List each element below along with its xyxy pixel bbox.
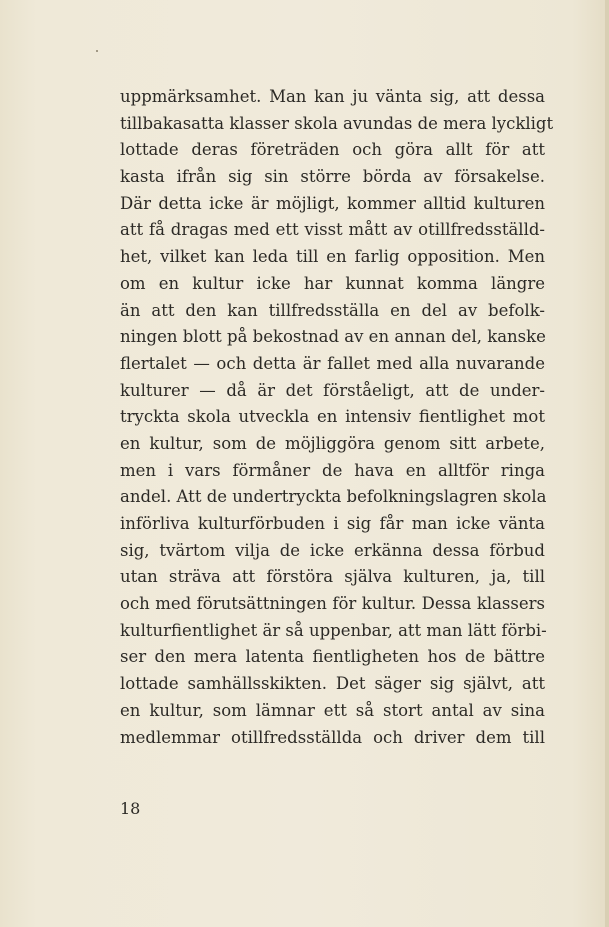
page-edge — [605, 0, 609, 927]
body-text — [120, 84, 554, 751]
text-line: om en kultur icke har kunnat komma längre — [120, 273, 545, 293]
text-line: och med förutsättningen för kultur. Dessa klassers — [120, 594, 545, 614]
text-line: Där detta icke är möjligt, kommer alltid kulturen — [120, 193, 545, 213]
text-line: att få dragas med ett visst mått av otillfredsställd- — [120, 220, 545, 240]
text-line: sig, tvärtom vilja de icke erkänna dessa förbud — [120, 540, 545, 560]
text-line: införliva kulturförbuden i sig får man icke vänta — [120, 514, 545, 533]
text-line: lottade deras företräden och göra allt för att — [120, 140, 545, 160]
text-line: utan sträva att förstöra själva kulturen, ja, till — [120, 567, 545, 587]
text-line: uppmärksamhet. Man kan ju vänta sig, att dessa — [120, 87, 545, 106]
text-line: men i vars förmåner de hava en alltför ringa — [120, 460, 545, 480]
text-line: andel. Att de undertryckta befolkningslagren skola — [120, 487, 547, 507]
text-line: lottade samhällsskikten. Det säger sig självt, att — [120, 674, 545, 694]
text-line: medlemmar otillfredsställda och driver dem till — [120, 727, 545, 747]
text-line: ningen blott på bekostnad av en annan del, kanske — [120, 327, 546, 347]
text-line: ser den mera latenta fientligheten hos de bättre — [120, 647, 545, 667]
text-line: kulturfientlighet är så uppenbar, att man lätt förbi- — [120, 620, 547, 640]
text-line: het, vilket kan leda till en farlig opposition. Men — [120, 247, 545, 267]
text-line: flertalet — och detta är fallet med alla nuvarande — [120, 353, 545, 373]
text-line: kulturer — då är det förståeligt, att de under- — [120, 380, 545, 400]
text-line: tillbakasatta klasser skola avundas de mera lyckligt — [120, 113, 554, 133]
page-number: 18 — [120, 799, 141, 818]
text-line: kasta ifrån sig sin större börda av försakelse. — [120, 167, 545, 187]
text-line: en kultur, som lämnar ett så stort antal av sina — [120, 700, 545, 720]
text-line: tryckta skola utveckla en intensiv fientlighet mot — [120, 407, 545, 427]
text-line: en kultur, som de möjliggöra genom sitt arbete, — [120, 433, 545, 453]
paper-speck — [96, 50, 98, 52]
text-line: än att den kan tillfredsställa en del av befolk- — [120, 300, 545, 320]
